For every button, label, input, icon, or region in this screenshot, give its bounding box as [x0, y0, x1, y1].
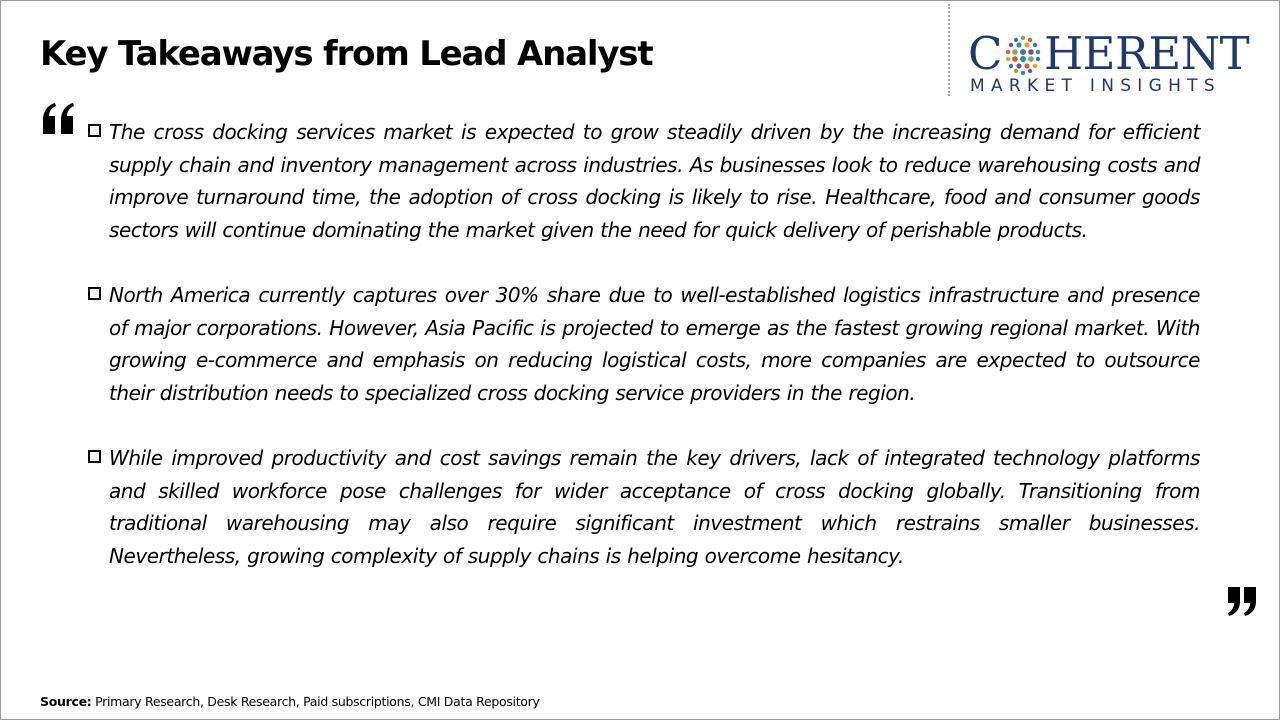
takeaway-text: North America currently captures over 30% share due to well-established logistics infrastructure and presence of major corporations. However, Asia Pacific is projected to emerge as the fastest growing regional market. With growing e-commerce and emphasis on reducing logistical costs, more companies are expected to outsource their distribution needs to specialized cross docking service providers in the region. — [109, 283, 1200, 405]
source-text: Primary Research, Desk Research, Paid subscriptions, CMI Data Repository — [91, 694, 540, 709]
takeaway-text: While improved productivity and cost savings remain the key drivers, lack of integrated technology platforms and skilled workforce pose challenges for wider acceptance of cross docking globally. Transitioning from traditional warehousing may also require significant investment which restrains smaller businesses. Nevertheless, growing complexity of supply chains is helping overcome hesitancy. — [109, 446, 1200, 568]
logo-subtitle: MARKET INSIGHTS — [970, 76, 1221, 96]
quote-close-icon — [1225, 585, 1259, 617]
takeaways-list — [86, 116, 1200, 605]
source-note — [40, 694, 540, 709]
company-logo — [968, 28, 1268, 98]
list-item — [86, 279, 1200, 409]
logo-letters: HERENT — [1043, 27, 1250, 80]
takeaway-text: The cross docking services market is expected to grow steadily driven by the increasing demand for efficient supply chain and inventory management across industries. As businesses look to reduce warehousing costs and improve turnaround time, the adoption of cross docking is likely to rise. Healthcare, food and consumer goods sectors will continue dominating the market given the need for quick delivery of perishable products. — [109, 120, 1200, 242]
header-divider — [948, 4, 950, 96]
source-label: Source: — [40, 694, 92, 709]
checkbox-bullet-icon — [88, 287, 101, 300]
logo-letter-c: C — [968, 27, 1002, 80]
checkbox-bullet-icon — [88, 450, 101, 463]
quote-open-icon — [40, 102, 76, 136]
checkbox-bullet-icon — [88, 124, 101, 137]
page-title: Key Takeaways from Lead Analyst — [40, 34, 653, 74]
logo-wordmark — [968, 28, 1249, 80]
globe-dots-icon — [1003, 32, 1043, 76]
list-item — [86, 442, 1200, 572]
list-item — [86, 116, 1200, 246]
